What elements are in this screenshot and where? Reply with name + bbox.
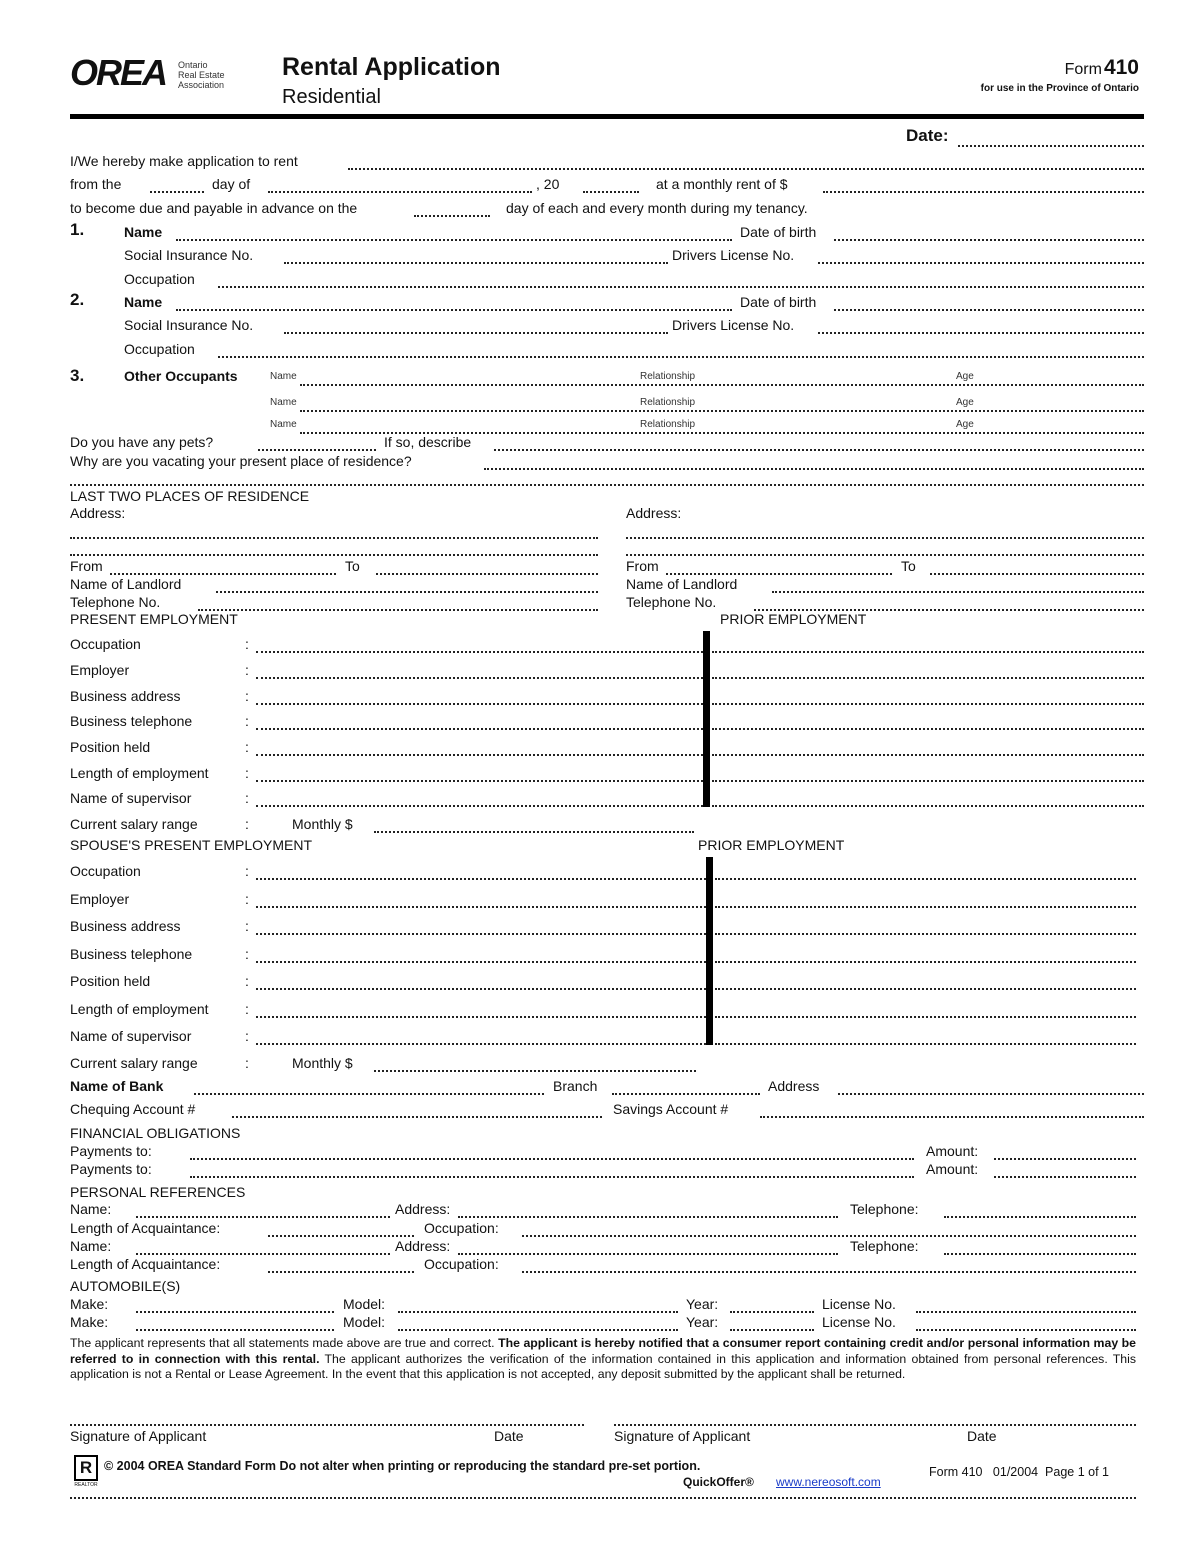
occupants-number: 3. — [70, 366, 85, 385]
employment-present-field[interactable] — [256, 780, 703, 782]
residence-from-label: From — [626, 558, 659, 574]
spouse-employment-heading: SPOUSE'S PRESENT EMPLOYMENT — [70, 837, 313, 853]
spouse-employment-present-field[interactable] — [256, 933, 706, 935]
spouse-employment-field-label: Business telephone — [70, 946, 193, 962]
pets-field[interactable] — [258, 449, 376, 451]
monthly-rent-field[interactable] — [823, 191, 1144, 193]
prior-employment-heading: PRIOR EMPLOYMENT — [720, 611, 867, 627]
disclaimer-text: The applicant represents that all statements made above are true and correct. The applicant is hereby notified that a consumer report containing credit and/or personal information may be referred to in connection with this rental. The applicant authorizes the verification of the information contained in this application and information obtained from personal references. This application is not a Rental or Lease Agreement. In the event that this application is not accepted, any deposit submitted by the applicant shall be returned. — [70, 1336, 1137, 1381]
spouse-employment-present-field[interactable] — [256, 1043, 706, 1045]
applicant-1-name-field[interactable] — [176, 239, 732, 241]
auto-make-field[interactable] — [136, 1311, 334, 1313]
realtor-label: REALTOR — [74, 1482, 98, 1488]
spouse-employment-field-label: Name of supervisor — [70, 1028, 192, 1044]
occupant-age-label: Age — [956, 371, 974, 382]
signature-line-1[interactable] — [70, 1424, 584, 1426]
spouse-employment-field-label: Business address — [70, 918, 181, 934]
intro-line3a: to become due and payable in advance on the — [70, 200, 358, 216]
spouse-employment-field-label: Occupation — [70, 863, 141, 879]
spouse-employment-present-field[interactable] — [256, 878, 706, 880]
residence-landlord-label: Name of Landlord — [70, 576, 182, 592]
applicant-1-name-label: Name — [124, 224, 163, 240]
spouse-salary-label: Current salary range — [70, 1055, 198, 1071]
bank-address-field[interactable] — [838, 1093, 1144, 1095]
residence-to-field[interactable] — [376, 573, 598, 575]
spouse-employment-present-field[interactable] — [256, 906, 706, 908]
copyright-text: © 2004 OREA Standard Form Do not alter when printing or reproducing the standard pre-set portion. — [104, 1459, 701, 1473]
reference-acquaintance-field[interactable] — [268, 1271, 414, 1273]
spouse-salary-field[interactable] — [374, 1070, 696, 1072]
applicant-2-name-label: Name — [124, 294, 163, 310]
auto-model-field[interactable] — [398, 1311, 678, 1313]
spouse-employment-prior-field[interactable] — [715, 1043, 1136, 1045]
auto-model-field[interactable] — [398, 1329, 678, 1331]
spouse-employment-field-label: Length of employment — [70, 1001, 209, 1017]
reference-address-field[interactable] — [458, 1216, 838, 1218]
occupant-name-label: Name — [270, 419, 297, 430]
payments-label: Payments to: — [70, 1161, 152, 1177]
occupant-relationship-label: Relationship — [640, 419, 696, 430]
spouse-employment-prior-field[interactable] — [715, 961, 1136, 963]
auto-year-field[interactable] — [730, 1311, 814, 1313]
orea-logo-text: OREA — [70, 52, 167, 93]
residence-telephone-label: Telephone No. — [70, 594, 161, 610]
reference-address-label: Address: — [395, 1238, 451, 1254]
employment-colon: : — [245, 662, 249, 678]
orea-logo — [70, 52, 166, 94]
auto-model-label: Model: — [343, 1314, 386, 1330]
spouse-salary-monthly-label: Monthly $ — [292, 1055, 353, 1071]
applicant-1-sin-label: Social Insurance No. — [124, 247, 254, 263]
salary-monthly-label: Monthly $ — [292, 816, 353, 832]
date-label: Date: — [906, 126, 949, 145]
reference-acquaintance-field[interactable] — [268, 1235, 414, 1237]
day-of-label: day of — [212, 176, 251, 192]
page-title: Rental Application — [282, 53, 501, 81]
employment-field-label: Employer — [70, 662, 130, 678]
bank-branch-label: Branch — [553, 1078, 598, 1094]
spouse-employment-present-field[interactable] — [256, 988, 706, 990]
intro-line1: I/We hereby make application to rent — [70, 153, 298, 169]
spouse-employment-divider — [706, 857, 713, 1045]
present-employment-heading: PRESENT EMPLOYMENT — [70, 611, 238, 627]
chequing-label: Chequing Account # — [70, 1101, 196, 1117]
employment-prior-field[interactable] — [712, 754, 1144, 756]
spouse-employment-field-label: Employer — [70, 891, 130, 907]
reference-telephone-field[interactable] — [944, 1216, 1136, 1218]
signature-date-label: Date — [494, 1428, 524, 1444]
auto-license-label: License No. — [822, 1314, 896, 1330]
employment-field-label: Position held — [70, 739, 151, 755]
quickoffer-label: QuickOffer® — [683, 1475, 754, 1489]
residence-to-label: To — [901, 558, 916, 574]
reference-address-field[interactable] — [458, 1253, 838, 1255]
pets-describe-label: If so, describe — [384, 434, 472, 450]
spouse-employment-colon: : — [245, 946, 249, 962]
employment-present-field[interactable] — [256, 651, 703, 653]
amount-label: Amount: — [926, 1143, 979, 1159]
employment-present-field[interactable] — [256, 754, 703, 756]
spouse-employment-colon: : — [245, 973, 249, 989]
from-day-field[interactable] — [150, 191, 204, 193]
savings-label: Savings Account # — [613, 1101, 729, 1117]
employment-prior-field[interactable] — [712, 677, 1144, 679]
employment-colon: : — [245, 713, 249, 729]
employment-field-label: Occupation — [70, 636, 141, 652]
occupant-relationship-label: Relationship — [640, 371, 696, 382]
vacating-field-2[interactable] — [70, 484, 1144, 486]
monthly-rent-label: at a monthly rent of $ — [656, 176, 788, 192]
amount-field[interactable] — [994, 1158, 1136, 1160]
reference-name-label: Name: — [70, 1238, 112, 1254]
reference-telephone-field[interactable] — [944, 1253, 1136, 1255]
realtor-mark: R — [74, 1455, 98, 1481]
auto-year-label: Year: — [686, 1314, 719, 1330]
employment-prior-field[interactable] — [712, 780, 1144, 782]
auto-year-field[interactable] — [730, 1329, 814, 1331]
auto-make-field[interactable] — [136, 1329, 334, 1331]
auto-year-label: Year: — [686, 1296, 719, 1312]
salary-label: Current salary range — [70, 816, 198, 832]
employment-colon: : — [245, 739, 249, 755]
occupant-field[interactable] — [300, 410, 1144, 412]
other-occupants-label: Other Occupants — [124, 368, 238, 384]
employment-divider — [703, 631, 710, 807]
residence-landlord-field[interactable] — [216, 591, 598, 593]
spouse-employment-colon: : — [245, 1028, 249, 1044]
applicant-1-dob-field[interactable] — [834, 239, 1144, 241]
occupant-relationship-label: Relationship — [640, 397, 696, 408]
employment-prior-field[interactable] — [712, 703, 1144, 705]
auto-heading: AUTOMOBILE(S) — [70, 1278, 181, 1294]
employment-prior-field[interactable] — [712, 651, 1144, 653]
applicant-2-sin-field[interactable] — [284, 332, 668, 334]
applicant-1-dob-label: Date of birth — [740, 224, 817, 240]
pets-question: Do you have any pets? — [70, 434, 214, 450]
spouse-employment-colon: : — [245, 918, 249, 934]
occupant-field[interactable] — [300, 384, 1144, 386]
spouse-employment-prior-field[interactable] — [715, 906, 1136, 908]
reference-name-field[interactable] — [136, 1253, 390, 1255]
reference-acquaintance-label: Length of Acquaintance: — [70, 1256, 221, 1272]
reference-telephone-label: Telephone: — [850, 1201, 919, 1217]
reference-acquaintance-label: Length of Acquaintance: — [70, 1220, 221, 1236]
signature-applicant-label: Signature of Applicant — [614, 1428, 751, 1444]
vacating-question: Why are you vacating your present place of residence? — [70, 453, 412, 469]
orea-logo-sub: Ontario Real Estate Association — [178, 60, 225, 90]
footer-line — [70, 1497, 1136, 1499]
reference-telephone-label: Telephone: — [850, 1238, 919, 1254]
salary-colon: : — [245, 816, 249, 832]
reference-address-label: Address: — [395, 1201, 451, 1217]
signature-line-2[interactable] — [614, 1424, 1136, 1426]
signature-applicant-label: Signature of Applicant — [70, 1428, 207, 1444]
employment-present-field[interactable] — [256, 805, 703, 807]
auto-model-label: Model: — [343, 1296, 386, 1312]
spouse-employment-present-field[interactable] — [256, 1016, 706, 1018]
form-number: Form410 — [1064, 56, 1139, 79]
signature-date-label: Date — [967, 1428, 997, 1444]
residence-from-field[interactable] — [110, 573, 336, 575]
residence-address-field-2[interactable] — [70, 554, 598, 556]
bank-name-label: Name of Bank — [70, 1078, 164, 1094]
references-heading: PERSONAL REFERENCES — [70, 1184, 246, 1200]
payments-field[interactable] — [190, 1158, 914, 1160]
residence-telephone-label: Telephone No. — [626, 594, 717, 610]
applicant-2-drivers-label: Drivers License No. — [672, 317, 795, 333]
applicant-2-sin-label: Social Insurance No. — [124, 317, 254, 333]
applicant-1-occupation-label: Occupation — [124, 271, 195, 287]
applicant-2-dob-label: Date of birth — [740, 294, 817, 310]
reference-occupation-field[interactable] — [522, 1235, 1136, 1237]
due-day-field[interactable] — [414, 215, 490, 217]
spouse-employment-prior-field[interactable] — [715, 1016, 1136, 1018]
spouse-employment-colon: : — [245, 891, 249, 907]
employment-field-label: Name of supervisor — [70, 790, 192, 806]
applicant-1-sin-field[interactable] — [284, 262, 668, 264]
occupant-name-label: Name — [270, 397, 297, 408]
header-rule — [70, 114, 1144, 119]
pets-describe-field[interactable] — [494, 449, 1144, 451]
spouse-employment-prior-field[interactable] — [715, 933, 1136, 935]
reference-name-label: Name: — [70, 1201, 112, 1217]
residence-to-field[interactable] — [930, 573, 1144, 575]
month-field[interactable] — [268, 191, 532, 193]
employment-field-label: Length of employment — [70, 765, 209, 781]
residence-landlord-field[interactable] — [772, 591, 1144, 593]
applicant-1-number: 1. — [70, 220, 85, 239]
employment-prior-field[interactable] — [712, 728, 1144, 730]
employment-colon: : — [245, 790, 249, 806]
applicant-2-occupation-field[interactable] — [218, 356, 1144, 358]
applicant-2-occupation-label: Occupation — [124, 341, 195, 357]
date-field[interactable] — [958, 145, 1144, 147]
amount-label: Amount: — [926, 1161, 979, 1177]
residence-heading: LAST TWO PLACES OF RESIDENCE — [70, 488, 310, 504]
year-label: , 20 — [536, 176, 560, 192]
amount-field[interactable] — [994, 1176, 1136, 1178]
salary-field[interactable] — [374, 831, 694, 833]
spouse-employment-colon: : — [245, 1001, 249, 1017]
vacating-field[interactable] — [484, 468, 1144, 470]
applicant-1-occupation-field[interactable] — [218, 286, 1144, 288]
payments-label: Payments to: — [70, 1143, 152, 1159]
employment-field-label: Business address — [70, 688, 181, 704]
residence-to-label: To — [345, 558, 360, 574]
savings-field[interactable] — [760, 1116, 1144, 1118]
residence-address-field[interactable] — [70, 537, 598, 539]
residence-telephone-field[interactable] — [198, 609, 598, 611]
realtor-logo — [74, 1455, 98, 1488]
reference-name-field[interactable] — [136, 1216, 390, 1218]
residence-address-field[interactable] — [626, 537, 1144, 539]
bank-name-field[interactable] — [194, 1093, 544, 1095]
province-note: for use in the Province of Ontario — [980, 83, 1139, 94]
residence-address-label: Address: — [626, 505, 682, 521]
employment-colon: : — [245, 765, 249, 781]
chequing-field[interactable] — [232, 1116, 602, 1118]
form-info: Form 410 01/2004 Page 1 of 1 — [929, 1465, 1109, 1479]
reference-occupation-label: Occupation: — [424, 1220, 499, 1236]
residence-from-label: From — [70, 558, 103, 574]
applicant-2-drivers-field[interactable] — [818, 332, 1144, 334]
auto-make-label: Make: — [70, 1314, 109, 1330]
spouse-employment-colon: : — [245, 863, 249, 879]
auto-license-field[interactable] — [916, 1311, 1136, 1313]
spouse-employment-prior-field[interactable] — [715, 878, 1136, 880]
rental-address-field[interactable] — [348, 168, 1144, 170]
auto-license-label: License No. — [822, 1296, 896, 1312]
spouse-prior-employment-heading: PRIOR EMPLOYMENT — [698, 837, 845, 853]
applicant-2-number: 2. — [70, 290, 85, 309]
spouse-employment-field-label: Position held — [70, 973, 151, 989]
occupant-age-label: Age — [956, 419, 974, 430]
employment-colon: : — [245, 688, 249, 704]
employment-colon: : — [245, 636, 249, 652]
applicant-2-name-field[interactable] — [176, 309, 732, 311]
page-subtitle: Residential — [282, 86, 381, 108]
spouse-employment-prior-field[interactable] — [715, 988, 1136, 990]
spouse-employment-present-field[interactable] — [256, 961, 706, 963]
reference-occupation-label: Occupation: — [424, 1256, 499, 1272]
occupant-age-label: Age — [956, 397, 974, 408]
employment-field-label: Business telephone — [70, 713, 193, 729]
reference-occupation-field[interactable] — [522, 1271, 1136, 1273]
employment-present-field[interactable] — [256, 728, 703, 730]
auto-make-label: Make: — [70, 1296, 109, 1312]
occupant-name-label: Name — [270, 371, 297, 382]
applicant-2-dob-field[interactable] — [834, 309, 1144, 311]
website-link[interactable]: www.nereosoft.com — [776, 1475, 881, 1489]
from-label: from the — [70, 176, 122, 192]
applicant-1-drivers-label: Drivers License No. — [672, 247, 795, 263]
employment-present-field[interactable] — [256, 677, 703, 679]
bank-address-label: Address — [768, 1078, 820, 1094]
year-field[interactable] — [583, 191, 639, 193]
financial-heading: FINANCIAL OBLIGATIONS — [70, 1125, 241, 1141]
residence-address-label: Address: — [70, 505, 126, 521]
payments-field[interactable] — [190, 1176, 914, 1178]
auto-license-field[interactable] — [916, 1329, 1136, 1331]
residence-landlord-label: Name of Landlord — [626, 576, 738, 592]
intro-line3b: day of each and every month during my tenancy. — [506, 200, 808, 216]
residence-from-field[interactable] — [666, 573, 892, 575]
employment-prior-field[interactable] — [712, 805, 1144, 807]
residence-address-field-2[interactable] — [626, 554, 1144, 556]
applicant-1-drivers-field[interactable] — [818, 262, 1144, 264]
bank-branch-field[interactable] — [612, 1093, 760, 1095]
spouse-salary-colon: : — [245, 1055, 249, 1071]
employment-present-field[interactable] — [256, 703, 703, 705]
